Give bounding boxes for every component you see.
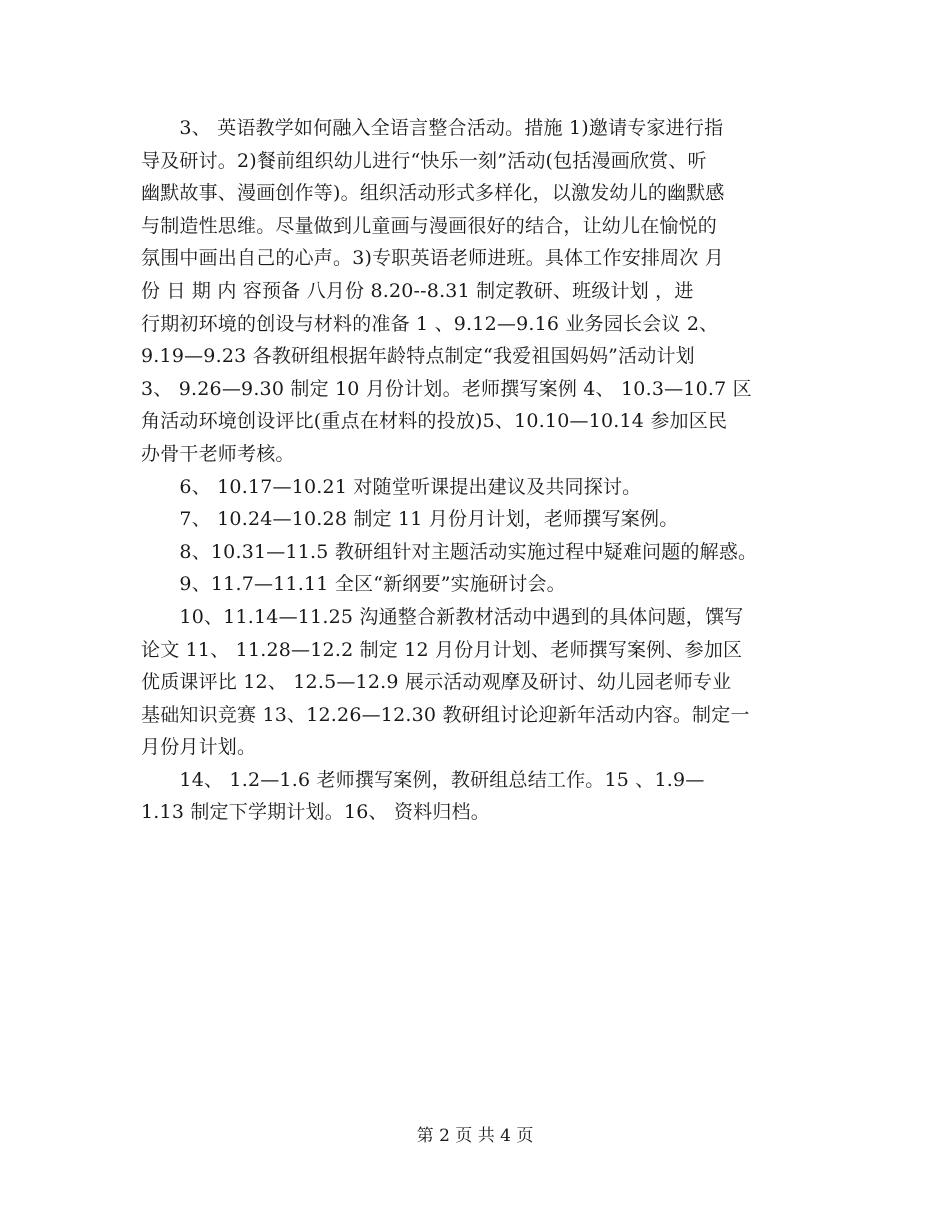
text-line: 办骨干老师考核。 bbox=[141, 442, 295, 465]
text-line: 9.19—9.23 各教研组根据年龄特点制定“我爱祖国妈妈”活动计划 bbox=[141, 345, 695, 368]
text-line: 3、 英语教学如何融入全语言整合活动。措施 1)邀请专家进行指 bbox=[141, 117, 724, 139]
text-line: 6、 10.17—10.21 对随堂听课提出建议及共同探讨。 bbox=[141, 475, 642, 498]
text-line: 基础知识竞赛 13、12.26—12.30 教研组讨论迎新年活动内容。制定一 bbox=[141, 703, 750, 726]
text-line: 8、10.31—11.5 教研组针对主题活动实施过程中疑难问题的解惑。 bbox=[141, 540, 758, 563]
text-line: 7、 10.24—10.28 制定 11 月份月计划，老师撰写案例。 bbox=[141, 508, 679, 531]
text-line: 与制造性思维。尽量做到儿童画与漫画很好的结合，让幼儿在愉悦的 bbox=[141, 214, 718, 237]
text-line: 导及研讨。2)餐前组织幼儿进行“快乐一刻”活动(包括漫画欣赏、听 bbox=[141, 149, 707, 172]
text-line: 1.13 制定下学期计划。16、 资料归档。 bbox=[141, 801, 490, 824]
text-line: 10、11.14—11.25 沟通整合新教材活动中遇到的具体问题，馔写 bbox=[141, 605, 744, 628]
text-line: 月份月计划。 bbox=[141, 736, 257, 759]
text-line: 3、 9.26—9.30 制定 10 月份计划。老师撰写案例 4、 10.3—10.7 区 bbox=[141, 377, 752, 400]
text-line: 氛围中画出自己的心声。3)专职英语老师进班。具体工作安排周次 月 bbox=[141, 247, 724, 270]
page-number-footer: 第 2 页 共 4 页 bbox=[416, 1126, 534, 1146]
document-body bbox=[141, 112, 821, 829]
text-line: 角活动环境创设评比(重点在材料的投放)5、10.10—10.14 参加区民 bbox=[141, 410, 728, 433]
text-line: 论文 11、 11.28—12.2 制定 12 月份月计划、老师撰写案例、参加区 bbox=[141, 638, 743, 661]
text-line: 14、 1.2—1.6 老师撰写案例，教研组总结工作。15 、1.9— bbox=[141, 768, 705, 791]
text-line: 份 日 期 内 容预备 八月份 8.20--8.31 制定教研、班级计划 ，进 bbox=[141, 279, 694, 302]
text-line: 幽默故事、漫画创作等)。组织活动形式多样化，以激发幼儿的幽默感 bbox=[141, 182, 725, 205]
text-line: 优质课评比 12、 12.5—12.9 展示活动观摩及研讨、幼儿园老师专业 bbox=[141, 671, 732, 694]
text-line: 9、11.7—11.11 全区“新纲要”实施研讨会。 bbox=[141, 573, 566, 596]
text-line: 行期初环境的创设与材料的准备 1 、9.12—9.16 业务园长会议 2、 bbox=[141, 312, 719, 335]
